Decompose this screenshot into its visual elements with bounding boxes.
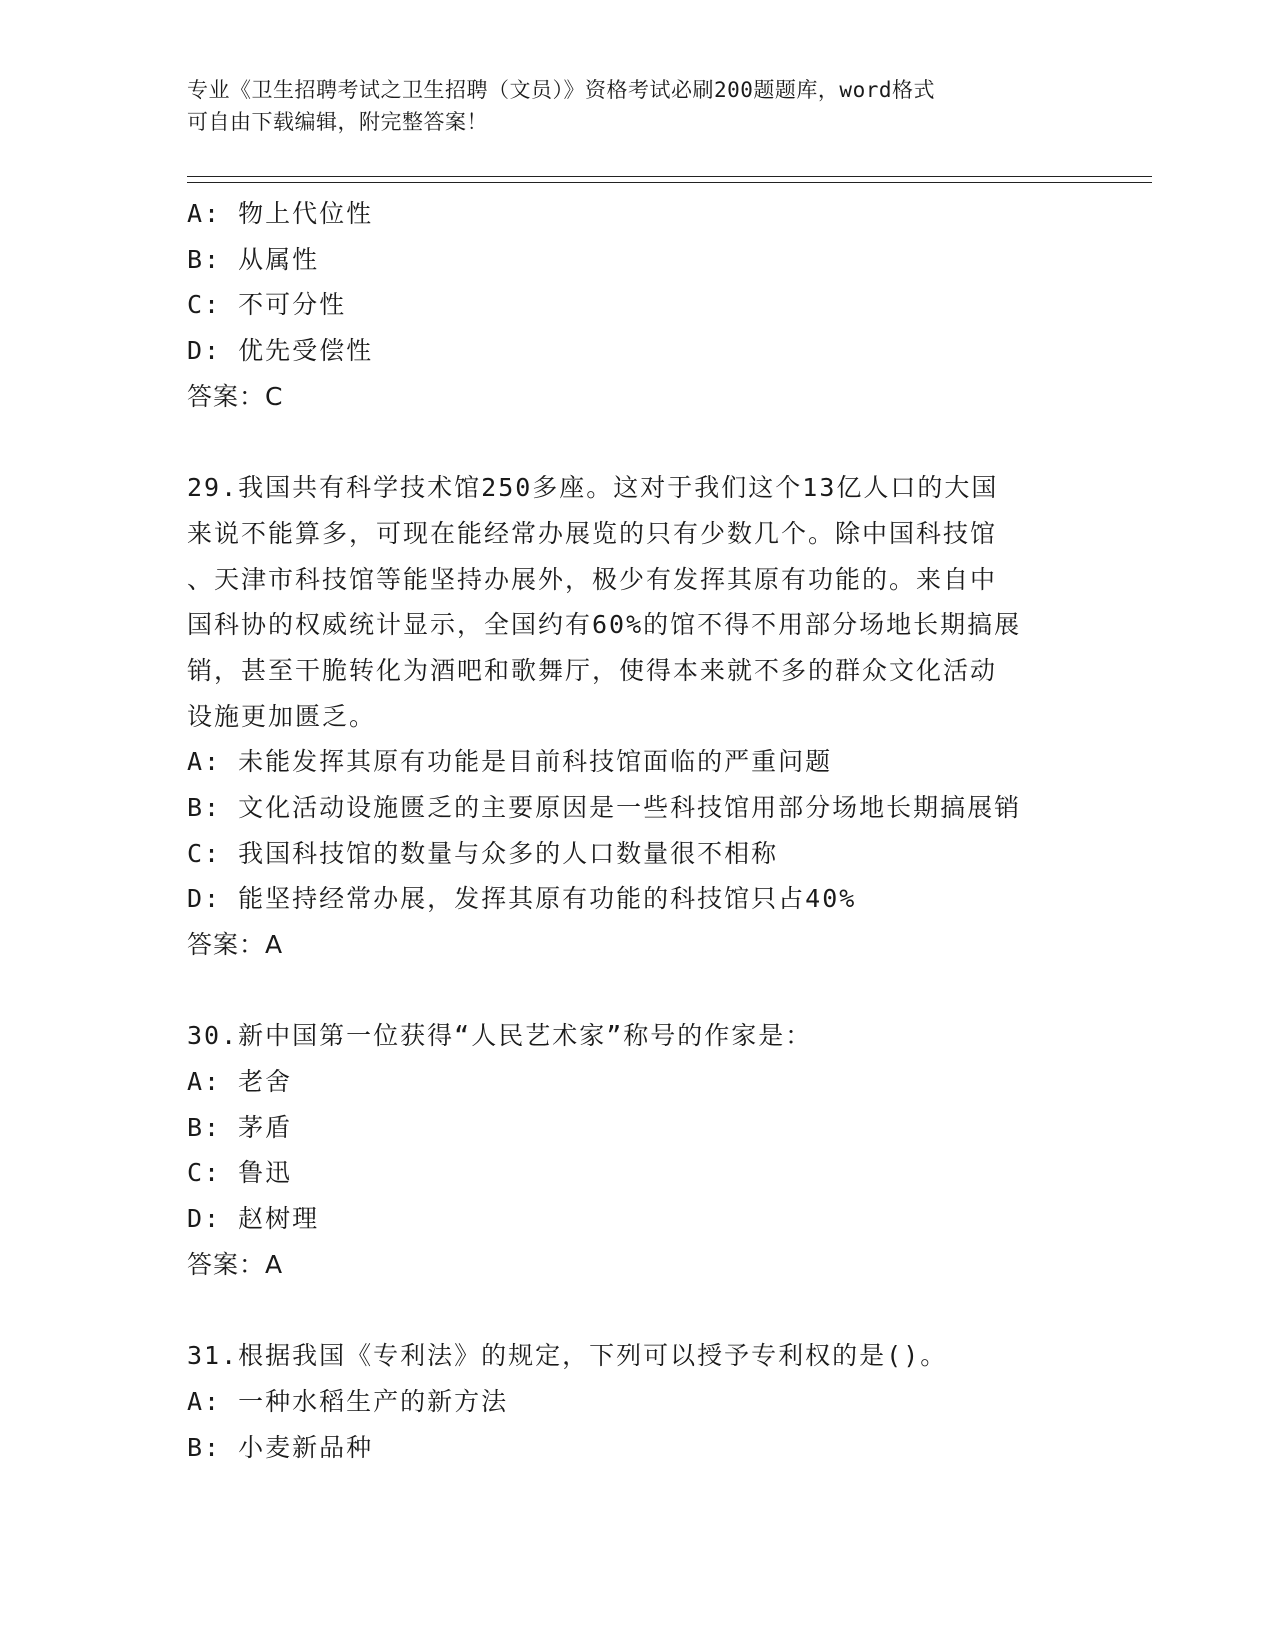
question-29 <box>187 465 1087 968</box>
option-c: C: 鲁迅 <box>187 1158 293 1188</box>
answer: 答案：A <box>187 930 284 959</box>
question-stem-line: 来说不能算多，可现在能经常办展览的只有少数几个。除中国科技馆 <box>187 518 998 548</box>
option-b: B: 小麦新品种 <box>187 1432 374 1462</box>
question-stem: 31.根据我国《专利法》的规定，下列可以授予专利权的是()。 <box>187 1341 948 1371</box>
header-line-2: 可自由下载编辑，附完整答案！ <box>187 110 488 134</box>
spacer <box>187 419 1087 465</box>
question-stem: 30.新中国第一位获得“人民艺术家”称号的作家是： <box>187 1021 813 1051</box>
option-b: B: 茅盾 <box>187 1112 293 1142</box>
question-stem-line: 国科协的权威统计显示，全国约有60%的馆不得不用部分场地长期搞展 <box>187 610 1022 640</box>
option-a: A: 物上代位性 <box>187 199 374 228</box>
option-d: D: 优先受偿性 <box>187 336 374 366</box>
question-28 <box>187 191 1087 419</box>
header-line-1: 专业《卫生招聘考试之卫生招聘（文员）》资格考试必刷200题题库，word格式 <box>187 78 935 102</box>
option-d: D: 能坚持经常办展，发挥其原有功能的科技馆只占40% <box>187 884 857 914</box>
spacer <box>187 968 1087 1014</box>
document-header <box>187 74 1087 138</box>
option-a: A: 未能发挥其原有功能是目前科技馆面临的严重问题 <box>187 747 833 777</box>
option-d: D: 赵树理 <box>187 1204 320 1234</box>
question-30 <box>187 1013 1087 1287</box>
question-stem-line: 、天津市科技馆等能坚持办展外，极少有发挥其原有功能的。来自中 <box>187 564 998 594</box>
option-c: C: 我国科技馆的数量与众多的人口数量很不相称 <box>187 838 779 868</box>
question-content <box>187 191 1087 1470</box>
answer: 答案：C <box>187 381 284 411</box>
question-stem-line: 29.我国共有科学技术馆250多座。这对于我们这个13亿人口的大国 <box>187 473 999 503</box>
question-31 <box>187 1333 1087 1470</box>
header-rule-top <box>187 176 1152 177</box>
answer: 答案：A <box>187 1249 284 1279</box>
option-b: B: 文化活动设施匮乏的主要原因是一些科技馆用部分场地长期搞展销 <box>187 792 1022 822</box>
question-stem-line: 设施更加匮乏。 <box>187 701 377 731</box>
option-b: B: 从属性 <box>187 244 320 274</box>
header-rule-bottom <box>187 182 1152 183</box>
spacer <box>187 1288 1087 1334</box>
question-stem-line: 销，甚至干脆转化为酒吧和歌舞厅，使得本来就不多的群众文化活动 <box>187 655 998 685</box>
option-a: A: 老舍 <box>187 1067 293 1097</box>
option-a: A: 一种水稻生产的新方法 <box>187 1386 509 1416</box>
option-c: C: 不可分性 <box>187 290 347 320</box>
